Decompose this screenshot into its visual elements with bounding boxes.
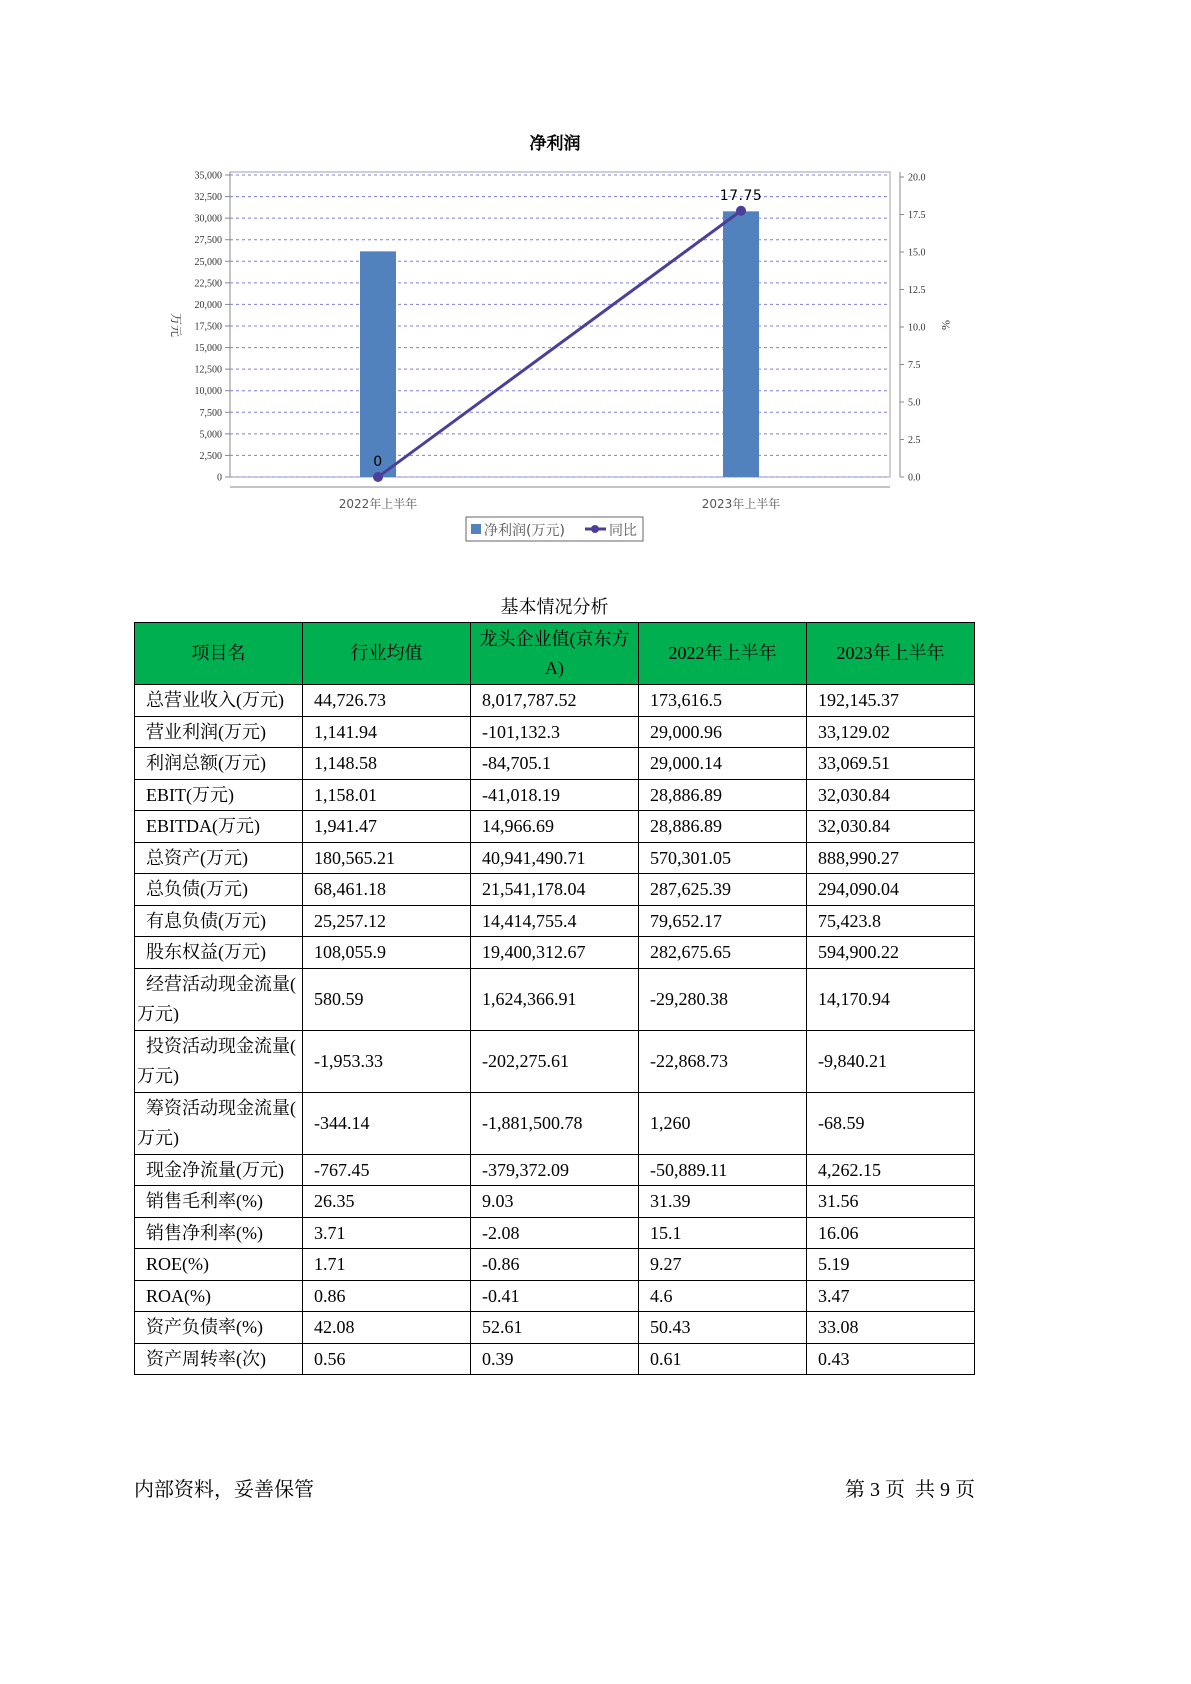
leader-value-cell: 19,400,312.67 xyxy=(471,937,639,969)
row-label-cell: 销售毛利率(%) xyxy=(135,1186,303,1218)
row-label-cell: 营业利润(万元) xyxy=(135,716,303,748)
legend-line-label: 同比 xyxy=(609,523,637,539)
table-body xyxy=(135,685,975,1375)
industry-average-cell: 42.08 xyxy=(303,1312,471,1344)
row-label-cell: 筹资活动现金流量(万元) xyxy=(135,1092,303,1154)
y-tick-label: 30,000 xyxy=(194,213,222,225)
leader-value-cell: -0.41 xyxy=(471,1280,639,1312)
value-2023-h1-cell: 16.06 xyxy=(807,1217,975,1249)
leader-value-cell: 21,541,178.04 xyxy=(471,874,639,906)
value-2023-h1-cell: -68.59 xyxy=(807,1092,975,1154)
leader-value-cell: -101,132.3 xyxy=(471,716,639,748)
table-row xyxy=(135,1343,975,1375)
leader-value-cell: 52.61 xyxy=(471,1312,639,1344)
y-tick-label: 32,500 xyxy=(194,192,222,204)
row-label-cell: 股东权益(万元) xyxy=(135,937,303,969)
category-labels xyxy=(339,496,781,511)
leader-value-cell: -379,372.09 xyxy=(471,1154,639,1186)
row-label-cell: 资产周转率(次) xyxy=(135,1343,303,1375)
leader-value-cell: 14,414,755.4 xyxy=(471,905,639,937)
value-2022-h1-cell: 9.27 xyxy=(639,1249,807,1281)
industry-average-cell: -344.14 xyxy=(303,1092,471,1154)
category-label: 2022年上半年 xyxy=(338,497,418,511)
header-2022-h1: 2022年上半年 xyxy=(639,623,807,685)
value-2022-h1-cell: 1,260 xyxy=(639,1092,807,1154)
row-label-cell: ROE(%) xyxy=(135,1249,303,1281)
industry-average-cell: 1,941.47 xyxy=(303,811,471,843)
row-label-cell: ROA(%) xyxy=(135,1280,303,1312)
industry-average-cell: 1,148.58 xyxy=(303,748,471,780)
table-row xyxy=(135,874,975,906)
table-row xyxy=(135,748,975,780)
value-2022-h1-cell: 4.6 xyxy=(639,1280,807,1312)
y-tick-label: 27,500 xyxy=(194,235,222,247)
leader-value-cell: 40,941,490.71 xyxy=(471,842,639,874)
y-axis-title: 万元 xyxy=(169,312,183,338)
y-tick-label: 20,000 xyxy=(194,299,222,311)
leader-value-cell: -2.08 xyxy=(471,1217,639,1249)
y-tick-label: 25,000 xyxy=(194,256,222,268)
y2-tick-label: 0.0 xyxy=(908,472,921,484)
header-row xyxy=(135,623,975,685)
industry-average-cell: 580.59 xyxy=(303,968,471,1030)
legend-bar-swatch xyxy=(471,524,481,534)
row-label-cell: 总资产(万元) xyxy=(135,842,303,874)
value-2022-h1-cell: 29,000.14 xyxy=(639,748,807,780)
value-2023-h1-cell: 32,030.84 xyxy=(807,811,975,843)
industry-average-cell: 180,565.21 xyxy=(303,842,471,874)
value-2023-h1-cell: 33.08 xyxy=(807,1312,975,1344)
value-2022-h1-cell: -50,889.11 xyxy=(639,1154,807,1186)
table-row xyxy=(135,1186,975,1218)
value-2023-h1-cell: 75,423.8 xyxy=(807,905,975,937)
leader-value-cell: -202,275.61 xyxy=(471,1030,639,1092)
industry-average-cell: 0.86 xyxy=(303,1280,471,1312)
y-tick-label: 7,500 xyxy=(199,407,222,419)
value-2023-h1-cell: 14,170.94 xyxy=(807,968,975,1030)
y2-tick-label: 5.0 xyxy=(908,397,921,409)
leader-value-cell: 9.03 xyxy=(471,1186,639,1218)
row-label-cell: EBITDA(万元) xyxy=(135,811,303,843)
y-tick-label: 5,000 xyxy=(199,429,222,441)
value-2023-h1-cell: 31.56 xyxy=(807,1186,975,1218)
table-row xyxy=(135,779,975,811)
row-label-cell: 总负债(万元) xyxy=(135,874,303,906)
table-row xyxy=(135,968,975,1030)
yoy-data-label: 0 xyxy=(373,454,383,470)
legend-bar-label: 净利润(万元) xyxy=(484,523,565,539)
industry-average-cell: 3.71 xyxy=(303,1217,471,1249)
value-2022-h1-cell: 28,886.89 xyxy=(639,811,807,843)
y-tick-label: 12,500 xyxy=(194,364,222,376)
industry-average-cell: 1,141.94 xyxy=(303,716,471,748)
table-row xyxy=(135,1092,975,1154)
table-row xyxy=(135,905,975,937)
value-2022-h1-cell: 15.1 xyxy=(639,1217,807,1249)
value-2023-h1-cell: 5.19 xyxy=(807,1249,975,1281)
value-2022-h1-cell: 29,000.96 xyxy=(639,716,807,748)
industry-average-cell: 1.71 xyxy=(303,1249,471,1281)
industry-average-cell: -1,953.33 xyxy=(303,1030,471,1092)
y2-tick-label: 10.0 xyxy=(908,322,926,334)
header-industry-average: 行业均值 xyxy=(303,623,471,685)
bar xyxy=(723,211,759,477)
industry-average-cell: 68,461.18 xyxy=(303,874,471,906)
value-2023-h1-cell: 33,129.02 xyxy=(807,716,975,748)
table-row xyxy=(135,811,975,843)
table-row xyxy=(135,685,975,717)
value-2023-h1-cell: 888,990.27 xyxy=(807,842,975,874)
y-tick-label: 35,000 xyxy=(194,170,222,182)
row-label-cell: 销售净利率(%) xyxy=(135,1217,303,1249)
leader-value-cell: -41,018.19 xyxy=(471,779,639,811)
row-label-cell: 利润总额(万元) xyxy=(135,748,303,780)
value-2023-h1-cell: 32,030.84 xyxy=(807,779,975,811)
yoy-point xyxy=(373,472,383,482)
industry-average-cell: 26.35 xyxy=(303,1186,471,1218)
header-leader-value: 龙头企业值(京东方A) xyxy=(471,623,639,685)
leader-value-cell: 1,624,366.91 xyxy=(471,968,639,1030)
industry-average-cell: 44,726.73 xyxy=(303,685,471,717)
category-label: 2023年上半年 xyxy=(701,497,781,511)
value-2023-h1-cell: 33,069.51 xyxy=(807,748,975,780)
net-profit-chart xyxy=(0,0,1191,560)
footer-confidential-note: 内部资料，妥善保管 xyxy=(134,1479,314,1501)
table-row xyxy=(135,842,975,874)
y-tick-label: 2,500 xyxy=(199,450,222,462)
value-2023-h1-cell: 3.47 xyxy=(807,1280,975,1312)
value-2022-h1-cell: -22,868.73 xyxy=(639,1030,807,1092)
row-label-cell: 总营业收入(万元) xyxy=(135,685,303,717)
value-2022-h1-cell: 28,886.89 xyxy=(639,779,807,811)
y2-axis-title: % xyxy=(939,320,953,330)
y-tick-label: 17,500 xyxy=(194,321,222,333)
row-label-cell: 投资活动现金流量(万元) xyxy=(135,1030,303,1092)
bar xyxy=(360,251,396,477)
leader-value-cell: 0.39 xyxy=(471,1343,639,1375)
value-2023-h1-cell: -9,840.21 xyxy=(807,1030,975,1092)
leader-value-cell: 14,966.69 xyxy=(471,811,639,843)
value-2023-h1-cell: 294,090.04 xyxy=(807,874,975,906)
value-2022-h1-cell: 173,616.5 xyxy=(639,685,807,717)
header-item-name: 项目名 xyxy=(135,623,303,685)
table-row xyxy=(135,1312,975,1344)
table-row xyxy=(135,1217,975,1249)
table-row xyxy=(135,937,975,969)
industry-average-cell: 1,158.01 xyxy=(303,779,471,811)
industry-average-cell: 108,055.9 xyxy=(303,937,471,969)
value-2023-h1-cell: 192,145.37 xyxy=(807,685,975,717)
y2-tick-label: 20.0 xyxy=(908,172,926,184)
leader-value-cell: -84,705.1 xyxy=(471,748,639,780)
row-label-cell: 经营活动现金流量(万元) xyxy=(135,968,303,1030)
yoy-point xyxy=(736,206,746,216)
value-2022-h1-cell: 50.43 xyxy=(639,1312,807,1344)
leader-value-cell: 8,017,787.52 xyxy=(471,685,639,717)
value-2023-h1-cell: 0.43 xyxy=(807,1343,975,1375)
row-label-cell: EBIT(万元) xyxy=(135,779,303,811)
value-2022-h1-cell: -29,280.38 xyxy=(639,968,807,1030)
table-caption: 基本情况分析 xyxy=(500,597,609,617)
value-2022-h1-cell: 31.39 xyxy=(639,1186,807,1218)
value-2022-h1-cell: 287,625.39 xyxy=(639,874,807,906)
row-label-cell: 现金净流量(万元) xyxy=(135,1154,303,1186)
table-row xyxy=(135,1280,975,1312)
value-2023-h1-cell: 594,900.22 xyxy=(807,937,975,969)
y-tick-label: 0 xyxy=(217,472,222,484)
y-tick-label: 22,500 xyxy=(194,278,222,290)
chart-legend xyxy=(466,517,643,541)
leader-value-cell: -1,881,500.78 xyxy=(471,1092,639,1154)
leader-value-cell: -0.86 xyxy=(471,1249,639,1281)
value-2023-h1-cell: 4,262.15 xyxy=(807,1154,975,1186)
legend-line-marker-icon xyxy=(591,525,599,533)
y2-tick-label: 7.5 xyxy=(908,360,921,371)
y-tick-label: 15,000 xyxy=(194,343,222,355)
y-tick-label: 10,000 xyxy=(194,386,222,398)
y2-tick-label: 15.0 xyxy=(908,247,926,259)
basic-analysis-table xyxy=(134,622,975,1375)
industry-average-cell: -767.45 xyxy=(303,1154,471,1186)
y2-tick-label: 12.5 xyxy=(908,285,926,296)
row-label-cell: 有息负债(万元) xyxy=(135,905,303,937)
value-2022-h1-cell: 79,652.17 xyxy=(639,905,807,937)
industry-average-cell: 25,257.12 xyxy=(303,905,471,937)
table-row xyxy=(135,1249,975,1281)
y2-tick-label: 2.5 xyxy=(908,435,921,446)
footer-page-number: 第 3 页 共 9 页 xyxy=(845,1479,975,1501)
table-row xyxy=(135,716,975,748)
chart-title: 净利润 xyxy=(529,134,581,154)
industry-average-cell: 0.56 xyxy=(303,1343,471,1375)
value-2022-h1-cell: 282,675.65 xyxy=(639,937,807,969)
yoy-data-label: 17.75 xyxy=(719,187,763,204)
row-label-cell: 资产负债率(%) xyxy=(135,1312,303,1344)
table-header xyxy=(135,623,975,685)
table-row xyxy=(135,1030,975,1092)
y2-tick-label: 17.5 xyxy=(908,210,926,221)
value-2022-h1-cell: 0.61 xyxy=(639,1343,807,1375)
table-row xyxy=(135,1154,975,1186)
header-2023-h1: 2023年上半年 xyxy=(807,623,975,685)
value-2022-h1-cell: 570,301.05 xyxy=(639,842,807,874)
